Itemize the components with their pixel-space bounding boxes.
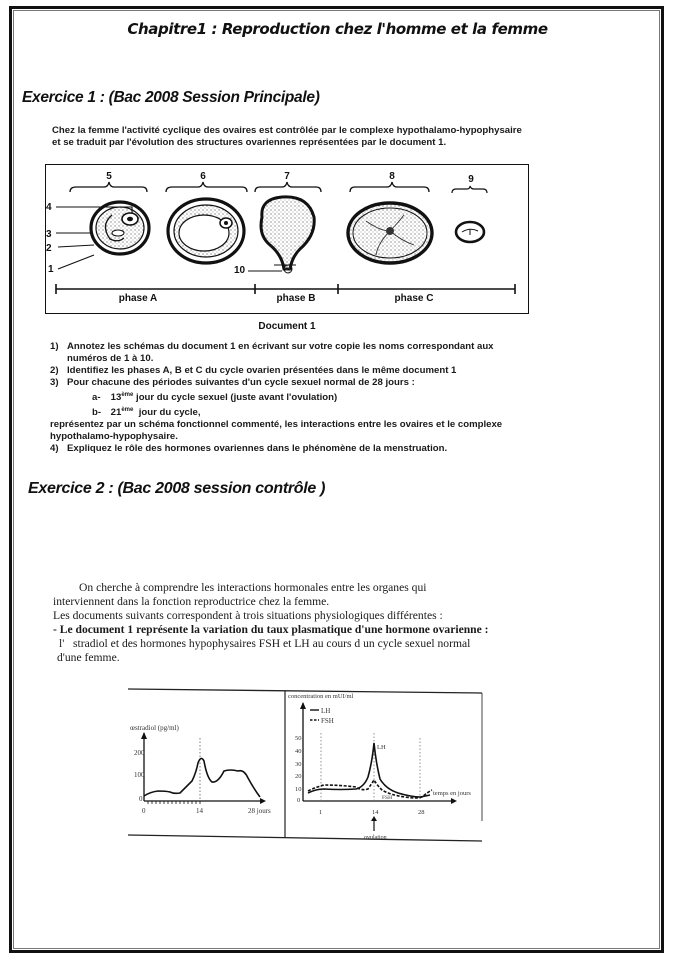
estradiol-chart [130,724,271,815]
annot-4: 4 [46,202,52,213]
svg-text:14: 14 [196,807,203,815]
svg-text:200: 200 [134,749,145,757]
document1-figure [45,164,529,314]
svg-text:0: 0 [139,795,143,803]
exercise2-text: On cherche à comprendre les interactions hormonales entre les organes qui interviennent dans la fonction reproductrice chez la femme. Les documents suivants correspondent à trois situations physiologiques différentes : - Le document 1 représente la variation du taux plasmatique d'une hormone ovarienne : l' stradiol et des hormones hypophysaires FSH et LH au cours d un cycle sexuel normal d'une femme. [53,581,489,664]
question-4: 4) Expliquez le rôle des hormones ovariennes dans le phénomène de la menstruation. [50,443,448,455]
label-9: 9 [468,174,474,185]
svg-text:20: 20 [295,773,302,780]
lh-peak-label: LH [377,744,386,751]
label-6: 6 [200,171,206,182]
exercise1-intro [52,125,612,149]
exercise1-title: Exercice 1 : (Bac 2008 Session Principale) [22,89,320,106]
phase-b-label: phase B [276,293,316,304]
lh-fsh-xlabel: temps en jours [433,790,471,797]
label-7: 7 [284,171,290,182]
annot-1: 1 [48,264,54,275]
document1-caption: Document 1 [258,321,316,332]
question-3: 3) Pour chacune des périodes suivantes d'un cycle sexuel normal de 28 jours : [50,377,415,388]
phase-a-label: phase A [118,293,158,304]
intro-line: et se traduit par l'évolution des structures ovariennes représentées par le document 1. [52,137,447,148]
fsh-peak-label: FSH [382,795,393,801]
chapter-title: Chapitre1 : Reproduction chez l'homme et la femme [127,20,548,38]
question-3-tail: représentez par un schéma fonctionnel commenté, les interactions entre les ovaires et le complexe [50,419,503,431]
legend-lh: LH [321,707,331,715]
svg-text:30: 30 [295,761,302,768]
hormone-charts-figure [120,683,490,843]
svg-text:1: 1 [319,809,323,816]
annot-3: 3 [46,229,52,240]
phase-c-label: phase C [394,293,434,304]
svg-text:28: 28 [418,809,425,816]
svg-text:10: 10 [295,786,302,793]
svg-text:40: 40 [295,748,302,755]
ovarian-structures-diagram [46,165,530,315]
lh-fsh-ylabel: concentration en mUI/ml [288,693,354,700]
svg-text:0: 0 [297,797,301,804]
svg-text:28 jours: 28 jours [248,807,271,815]
question-1: 1) Annotez les schémas du document 1 en écrivant sur votre copie les noms correspondant aux numéros de 1 à 10. [50,341,494,364]
lh-fsh-chart [288,693,471,841]
question-3b: b- 21ème jour du cycle, [92,407,201,419]
label-5: 5 [106,171,112,182]
annot-2: 2 [46,243,52,254]
label-8: 8 [389,171,395,182]
svg-text:0: 0 [142,807,146,815]
question-2: 2) Identifiez les phases A, B et C du cycle ovarien présentées dans le même document 1 [50,365,457,376]
exercise1-questions [50,341,560,455]
legend-fsh: FSH [321,717,334,725]
intro-line: Chez la femme l'activité cyclique des ovaires est contrôlée par le complexe hypothalamo-hypophysaire [52,125,522,136]
exercise2-title: Exercice 2 : (Bac 2008 session contrôle ) [28,480,326,497]
annot-10: 10 [234,265,246,276]
estradiol-ylabel: œstradiol (pg/ml) [130,724,179,732]
svg-text:50: 50 [295,735,302,742]
svg-text:100: 100 [134,771,145,779]
ovulation-label: ovulation [364,835,387,841]
question-3-tail: hypothalamo-hypophysaire. [50,431,178,443]
svg-text:14: 14 [372,809,379,816]
question-3a: a- 13ème jour du cycle sexuel (juste avant l'ovulation) [92,392,338,404]
